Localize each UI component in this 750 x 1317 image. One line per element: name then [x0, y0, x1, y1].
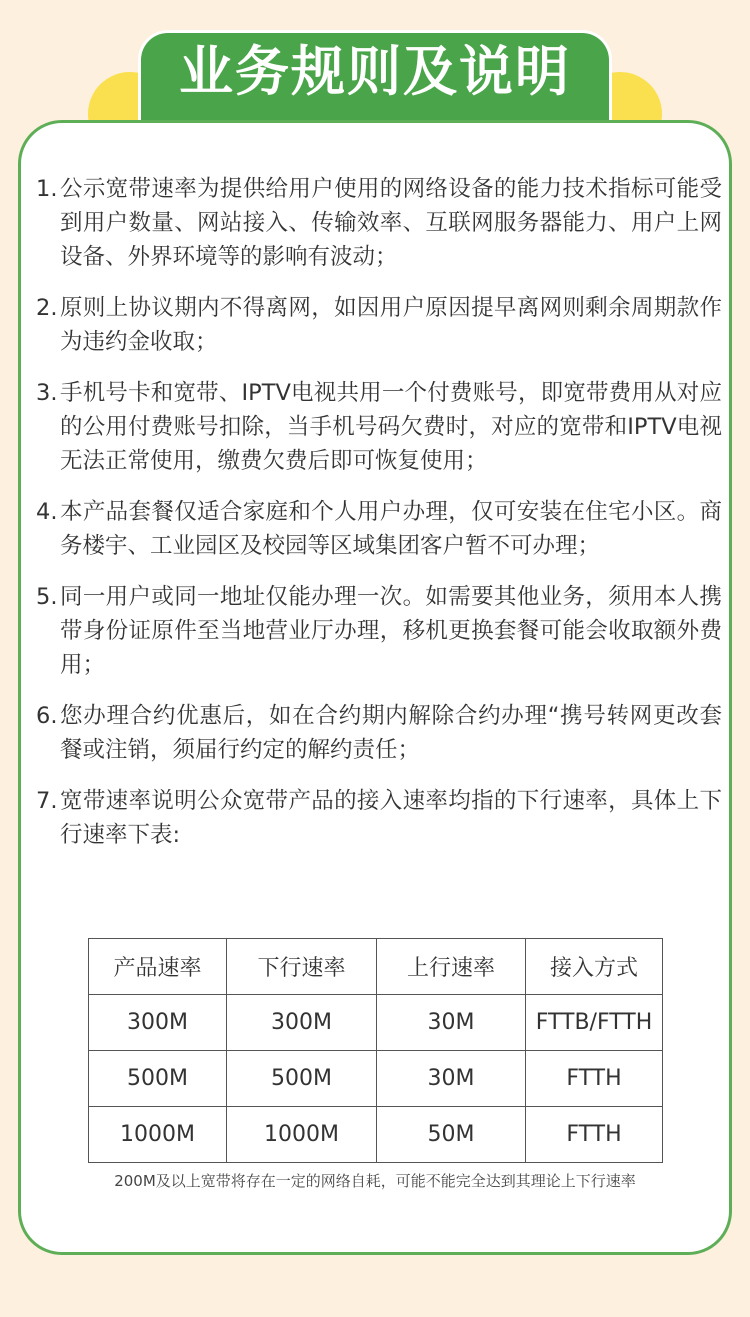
rule-text: 同一用户或同一地址仅能办理一次。如需要其他业务，须用本人携带身份证原件至当地营业厅办理，移机更换套餐可能会收取额外费用； [60, 584, 722, 678]
title-banner [138, 30, 612, 120]
rule-text: 本产品套餐仅适合家庭和个人用户办理，仅可安装在住宅小区。商务楼宇、工业园区及校园等区域集团客户暂不可办理； [60, 499, 722, 559]
table-cell: FTTH [526, 1107, 663, 1163]
table-row [89, 1107, 663, 1163]
rule-number: 2. [36, 295, 58, 321]
header-downstream-speed: 下行速率 [227, 939, 377, 995]
header-upstream-speed: 上行速率 [377, 939, 526, 995]
rule-text: 宽带速率说明公众宽带产品的接入速率均指的下行速率，具体上下行速率下表: [60, 788, 722, 848]
rule-number: 1. [36, 176, 58, 202]
table-cell: FTTH [526, 1051, 663, 1107]
table-cell: 300M [227, 995, 377, 1051]
rule-text: 原则上协议期内不得离网，如因用户原因提早离网则剩余周期款作为违约金收取； [60, 295, 722, 355]
table-cell: 30M [377, 995, 526, 1051]
rule-item [36, 495, 722, 563]
table-row [89, 1051, 663, 1107]
rule-number: 7. [36, 788, 58, 814]
header-access-method: 接入方式 [526, 939, 663, 995]
rule-text: 您办理合约优惠后，如在合约期内解除合约办理“携号转网更改套餐或注销，须届行约定的解约责任； [60, 703, 722, 763]
rules-list [36, 172, 722, 869]
rule-text: 手机号卡和宽带、IPTV电视共用一个付费账号，即宽带费用从对应的公用付费账号扣除，当手机号码欠费时，对应的宽带和IPTV电视无法正常使用，缴费欠费后即可恢复使用； [60, 380, 722, 474]
rule-number: 4. [36, 499, 58, 525]
table-header-row [89, 939, 663, 995]
rule-item [36, 172, 722, 274]
table-cell: FTTB/FTTH [526, 995, 663, 1051]
table-cell: 1000M [89, 1107, 227, 1163]
header-product-speed: 产品速率 [89, 939, 227, 995]
table-row [89, 995, 663, 1051]
page-title: 业务规则及说明 [179, 39, 571, 103]
speed-table [88, 938, 663, 1163]
rule-item [36, 784, 722, 852]
table-cell: 1000M [227, 1107, 377, 1163]
table-cell: 300M [89, 995, 227, 1051]
table-cell: 30M [377, 1051, 526, 1107]
table-cell: 500M [89, 1051, 227, 1107]
rule-number: 5. [36, 584, 58, 610]
rule-number: 3. [36, 380, 58, 406]
rule-item [36, 376, 722, 478]
rule-item [36, 699, 722, 767]
table-footnote: 200M及以上宽带将存在一定的网络自耗，可能不能完全达到其理论上下行速率 [114, 1172, 636, 1190]
rule-number: 6. [36, 703, 58, 729]
table-cell: 500M [227, 1051, 377, 1107]
rule-item [36, 580, 722, 682]
rule-text: 公示宽带速率为提供给用户使用的网络设备的能力技术指标可能受到用户数量、网站接入、传输效率、互联网服务器能力、用户上网设备、外界环境等的影响有波动； [60, 176, 722, 270]
rule-item [36, 291, 722, 359]
table-cell: 50M [377, 1107, 526, 1163]
